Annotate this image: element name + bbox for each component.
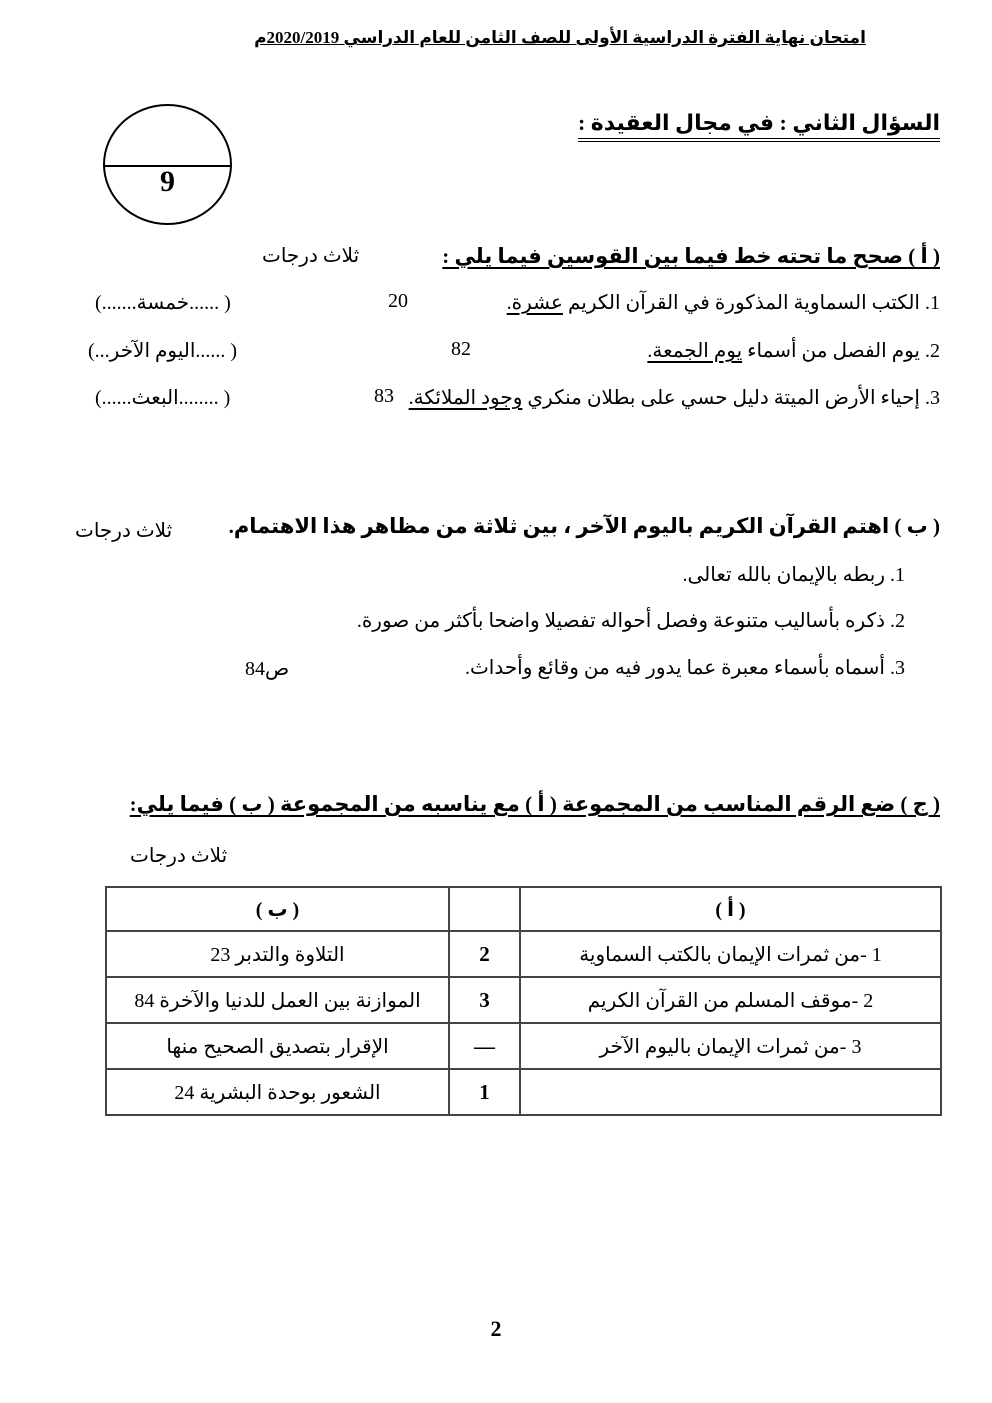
table-row [106, 1069, 941, 1115]
grade-circle [103, 104, 232, 225]
item-sentence [409, 385, 940, 410]
section-c-heading: ( ج ) ضع الرقم المناسب من المجموعة ( أ ) مع يناسبه من المجموعة ( ب ) فيما يلي: [129, 792, 940, 816]
column-header-mid [449, 887, 520, 931]
cell-group-b: الإقرار بتصديق الصحيح منها [106, 1023, 449, 1069]
section-b-heading: ( ب ) اهتم القرآن الكريم باليوم الآخر ، بين ثلاثة من مظاهر هذا الاهتمام. [228, 514, 940, 538]
page-reference: ص84 [245, 658, 290, 680]
section-c-marks: ثلاث درجات [130, 845, 228, 867]
cell-match-number: 3 [449, 977, 520, 1023]
grade-value: 9 [160, 164, 175, 198]
page-number: 2 [490, 1316, 502, 1341]
list-item-b2: 2. ذكره بأساليب متنوعة وفصل أحواله تفصيلا واضحا بأكثر من صورة. [356, 610, 905, 632]
table-row [106, 977, 941, 1023]
underlined-term: يوم الجمعة. [647, 340, 743, 362]
answer-blank: ( ........البعث......) [95, 387, 231, 409]
question-title: السؤال الثاني : في مجال العقيدة : [578, 110, 940, 142]
column-header-b: ( ب ) [106, 887, 449, 931]
cell-group-a: 2 -موقف المسلم من القرآن الكريم [520, 977, 941, 1023]
cell-match-number: 1 [449, 1069, 520, 1115]
answer-blank: ( ......خمسة.......) [95, 292, 231, 314]
sentence-text: 2. يوم الفصل من أسماء [742, 340, 940, 362]
exercise-item-a2 [0, 338, 992, 376]
cell-group-b: الموازنة بين العمل للدنيا والآخرة 84 [106, 977, 449, 1023]
cell-group-a: 1 -من ثمرات الإيمان بالكتب السماوية [520, 931, 941, 977]
underlined-term: عشرة. [506, 292, 563, 314]
section-a-marks: ثلاث درجات [262, 245, 360, 267]
list-item-b3: 3. أسماه بأسماء معبرة عما يدور فيه من وقائع وأحداث. [464, 657, 905, 679]
cell-match-number: — [449, 1023, 520, 1069]
item-sentence [647, 338, 940, 363]
table-row [106, 1023, 941, 1069]
page-reference: 83 [374, 385, 394, 407]
matching-table [105, 886, 942, 1116]
underlined-term: وجود الملائكة. [408, 387, 523, 409]
exercise-item-a1 [0, 290, 992, 328]
column-header-a: ( أ ) [520, 887, 941, 931]
page-reference: 82 [451, 338, 471, 360]
exercise-item-a3 [0, 385, 992, 423]
sentence-text: 3. إحياء الأرض الميتة دليل حسي على بطلان منكري [522, 387, 940, 409]
answer-blank: ( ......اليوم الآخر...) [88, 340, 238, 362]
cell-group-b: التلاوة والتدبر 23 [106, 931, 449, 977]
page-reference: 20 [388, 290, 408, 312]
section-b-marks: ثلاث درجات [75, 520, 173, 542]
document-header: امتحان نهاية الفترة الدراسية الأولى للصف الثامن للعام الدراسي 2020/2019م [254, 28, 866, 47]
cell-group-b: الشعور بوحدة البشرية 24 [106, 1069, 449, 1115]
section-a-heading: ( أ ) صحح ما تحته خط فيما بين القوسين فيما يلي : [442, 244, 940, 268]
cell-match-number: 2 [449, 931, 520, 977]
table-header-row [106, 887, 941, 931]
sentence-text: 1. الكتب السماوية المذكورة في القرآن الكريم [562, 292, 940, 314]
cell-group-a [520, 1069, 941, 1115]
table-row [106, 931, 941, 977]
list-item-b1: 1. ربطه بالإيمان بالله تعالى. [682, 564, 905, 586]
cell-group-a: 3 -من ثمرات الإيمان باليوم الآخر [520, 1023, 941, 1069]
item-sentence [507, 290, 940, 315]
